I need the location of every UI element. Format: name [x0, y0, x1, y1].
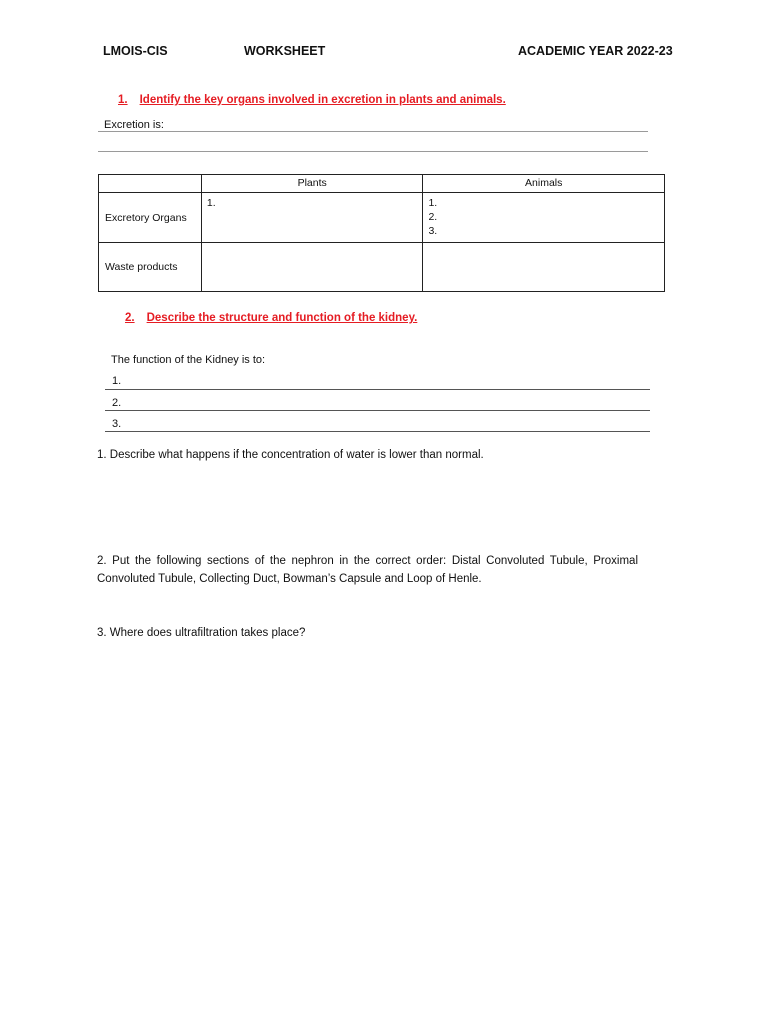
section-1-title: Identify the key organs involved in excretion in plants and animals. — [139, 94, 506, 106]
list-number: 2. — [112, 397, 122, 409]
table-corner-cell — [99, 175, 202, 193]
list-number: 3. — [112, 418, 122, 430]
plants-waste-cell — [201, 243, 423, 292]
table-header-row — [99, 175, 665, 193]
academic-year: ACADEMIC YEAR 2022-23 — [518, 44, 673, 58]
answer-line — [105, 389, 650, 390]
animals-organs-cell — [423, 193, 665, 243]
table-row — [99, 193, 665, 243]
list-number: 3. — [428, 225, 438, 237]
section-2-number: 2. — [125, 312, 135, 324]
table-row — [99, 243, 665, 292]
list-number: 2. — [428, 211, 438, 223]
answer-line — [98, 131, 648, 132]
excretion-label: Excretion is: — [104, 119, 164, 131]
column-header-animals: Animals — [423, 175, 665, 193]
animals-waste-cell — [423, 243, 665, 292]
list-number: 1. — [428, 197, 438, 209]
section-1-number: 1. — [118, 94, 128, 106]
answer-line — [105, 431, 650, 432]
school-name: LMOIS-CIS — [103, 44, 168, 58]
answer-line — [98, 151, 648, 152]
row-label-excretory-organs: Excretory Organs — [99, 193, 202, 243]
section-2-heading — [125, 312, 417, 324]
row-label-waste-products: Waste products — [99, 243, 202, 292]
section-2-title: Describe the structure and function of the kidney. — [146, 312, 418, 324]
question-3: 3. Where does ultrafiltration takes place? — [97, 627, 306, 639]
question-1: 1. Describe what happens if the concentration of water is lower than normal. — [97, 449, 484, 461]
document-type: WORKSHEET — [244, 44, 326, 58]
column-header-plants: Plants — [201, 175, 423, 193]
excretion-table — [98, 174, 665, 292]
question-2: 2. Put the following sections of the nephron in the correct order: Distal Convoluted Tubule, Proximal Convoluted Tubule, Collecting Duct, Bowman’s Capsule and Loop of Henle. — [97, 555, 638, 585]
section-1-heading — [118, 94, 506, 106]
list-number: 1. — [206, 197, 216, 209]
kidney-function-label: The function of the Kidney is to: — [111, 354, 266, 366]
answer-line — [105, 410, 650, 411]
plants-organs-cell — [201, 193, 423, 243]
list-number: 1. — [112, 375, 122, 387]
